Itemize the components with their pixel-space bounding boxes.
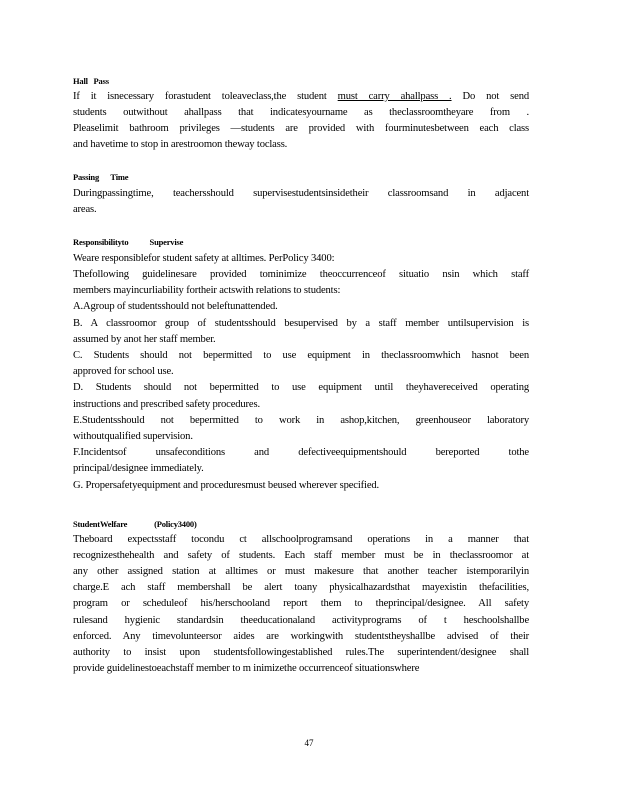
student-welfare-heading: StudentWelfare (Policy3400) bbox=[73, 519, 197, 529]
responsibility-line-1: Weare responsiblefor student safety at alltimes. PerPolicy 3400: bbox=[73, 253, 335, 264]
hall-pass-line-3: Pleaselimit bathroom privileges —students are provided with fourminutesbetween each class bbox=[73, 123, 529, 134]
student-welfare-line-6: rulesand hygienic standardsin theeducationaland activityprograms of t heschoolshallbe bbox=[73, 615, 529, 626]
responsibility-item-c: C. Students should not bepermitted to use equipment in theclassroomwhich hasnot been bbox=[73, 350, 529, 361]
student-welfare-line-9: provide guidelinestoeachstaff member to m inimizethe occurrenceof situationswhere bbox=[73, 663, 420, 674]
responsibility-item-f: F.Incidentsof unsafeconditions and defectiveequipmentshould bereported tothe bbox=[73, 447, 529, 458]
responsibility-item-b-cont: assumed by anot her staff member. bbox=[73, 334, 216, 345]
passing-time-line-1: Duringpassingtime, teachersshould supervisestudentsinsidetheir classroomsand in adjacent bbox=[73, 188, 529, 199]
student-welfare-line-2: recognizesthehealth and safety of students. Each staff member must be in theclassroomor at bbox=[73, 550, 529, 561]
responsibility-item-d-cont: instructions and prescribed safety procedures. bbox=[73, 399, 260, 410]
student-welfare-line-8: authority to insist upon studentsfollowingestablished rules.The superintendent/designee shall bbox=[73, 647, 529, 658]
hall-pass-line-1a: If it isnecessary forastudent toleaveclass,the student bbox=[73, 91, 338, 102]
responsibility-item-f-cont: principal/designee immediately. bbox=[73, 463, 204, 474]
student-welfare-line-3: any other assigned station at alltimes or must makesure that another teacher istemporarilyin bbox=[73, 566, 529, 577]
hall-pass-heading: Hall Pass bbox=[73, 76, 109, 86]
hall-pass-underlined-text: must carry ahallpass . bbox=[337, 91, 452, 102]
responsibility-item-b: B. A classroomor group of studentsshould besupervised by a staff member untilsupervision is bbox=[73, 318, 529, 329]
responsibility-item-c-cont: approved for school use. bbox=[73, 366, 174, 377]
hall-pass-line-1 bbox=[73, 90, 529, 103]
responsibility-item-g: G. Propersafetyequipment and proceduresmust beused wherever specified. bbox=[73, 480, 380, 491]
student-welfare-line-1: Theboard expectsstaff tocondu ct allschoolprogramsand operations in a manner that bbox=[73, 534, 529, 545]
hall-pass-line-1b: Do not send bbox=[451, 91, 529, 102]
responsibility-line-2: Thefollowing guidelinesare provided tominimize theoccurrenceof situatio nsin which staff bbox=[73, 269, 529, 280]
passing-time-heading: Passing Time bbox=[73, 172, 129, 182]
responsibility-line-3: members mayincurliability fortheir actswith relations to students: bbox=[73, 285, 341, 296]
student-welfare-line-4: charge.E ach staff membershall be alert toany physicalhazardsthat mayexistin thefacilities, bbox=[73, 582, 529, 593]
hall-pass-line-4: and havetime to stop in arestroomon theway toclass. bbox=[73, 139, 288, 150]
responsibility-item-e: E.Studentsshould not bepermitted to work in ashop,kitchen, greenhouseor laboratory bbox=[73, 415, 529, 426]
student-welfare-line-5: program or scheduleof his/herschooland report them to theprincipal/designee. All safety bbox=[73, 598, 529, 609]
responsibility-item-d: D. Students should not bepermitted to use equipment until theyhavereceived operating bbox=[73, 382, 529, 393]
responsibility-item-a: A.Agroup of studentsshould not beleftunattended. bbox=[73, 301, 278, 312]
responsibility-item-e-cont: withoutqualified supervision. bbox=[73, 431, 193, 442]
student-welfare-line-7: enforced. Any timevolunteersor aides are workingwith studentstheyshallbe advised of their bbox=[73, 631, 529, 642]
responsibility-heading: Responsibilityto Supervise bbox=[73, 237, 184, 247]
hall-pass-line-2: students outwithout ahallpass that indicatesyourname as theclassroomtheyare from . bbox=[73, 107, 529, 118]
page-number: 47 bbox=[304, 738, 314, 748]
passing-time-line-2: areas. bbox=[73, 204, 97, 215]
